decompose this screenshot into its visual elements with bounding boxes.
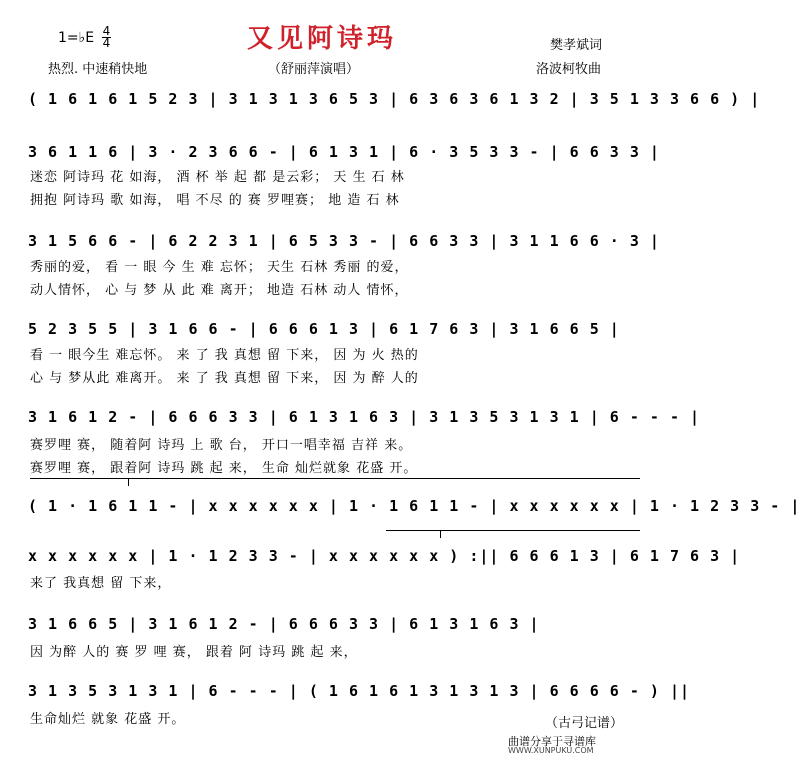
song-title: 又见阿诗玛 [247,24,398,54]
time-top: 4 [102,24,111,38]
notation-row-3: 3 1 5 6 6 - | 6 2 2 3 1 | 6 5 3 3 - | 6 6 3 3 | 3 1 1 6 6 · 3 | [28,232,660,250]
volta-mark-2 [440,530,441,538]
lyric-row-5b: 赛罗哩 赛， 跟着阿 诗玛 跳 起 来， 生命 灿烂就象 花盛 开。 [30,461,418,476]
lyric-row-3a: 秀丽的爱， 看 一 眼 今 生 难 忘怀； 天生 石林 秀丽 的爱， [30,260,409,275]
lyricist: 樊孝斌词 [550,38,603,53]
lyric-row-5a: 赛罗哩 赛， 随着阿 诗玛 上 歌 台， 开口一唱幸福 吉祥 来。 [30,438,413,453]
lyric-row-8: 因 为醉 人的 赛 罗 哩 赛， 跟着 阿 诗玛 跳 起 来， [30,645,358,660]
notation-row-6: ( 1 · 1 6 1 1 - | x x x x x x | 1 · 1 6 1 1 - | x x x x x x | 1 · 1 2 3 3 - | [28,497,800,515]
notation-row-1: ( 1 6 1 6 1 5 2 3 | 3 1 3 1 3 6 5 3 | 6 3 6 3 6 1 3 2 | 3 5 1 3 3 6 6 ) | [28,90,761,108]
time-signature [102,26,111,49]
notation-row-7: x x x x x x | 1 · 1 2 3 3 - | x x x x x x ) :|| 6 6 6 1 3 | 6 1 7 6 3 | [28,547,741,565]
tempo-marking: 热烈. 中速稍快地 [48,62,148,77]
lyric-row-2a: 迷恋 阿诗玛 花 如海， 酒 杯 举 起 都 是云彩； 天 生 石 林 [30,170,405,185]
lyric-row-4a: 看 一 眼今生 难忘怀。 来 了 我 真想 留 下来， 因 为 火 热的 [30,348,419,363]
lyric-row-2b: 拥抱 阿诗玛 歌 如海， 唱 不尽 的 赛 罗哩赛； 地 造 石 林 [30,193,400,208]
lyric-row-9: 生命灿烂 就象 花盛 开。 [30,712,186,727]
notation-row-8: 3 1 6 6 5 | 3 1 6 1 2 - | 6 6 6 3 3 | 6 1 3 1 6 3 | [28,615,540,633]
volta-line-2 [386,530,640,531]
volta-line-1 [30,478,640,479]
notation-row-9: 3 1 3 5 3 1 3 1 | 6 - - - | ( 1 6 1 6 1 3 1 3 1 3 | 6 6 6 6 - ) || [28,682,691,700]
singer: （舒丽萍演唱） [268,62,360,77]
footer-site-name: 曲谱分享于寻谱库 [508,735,596,748]
notation-row-4: 5 2 3 5 5 | 3 1 6 6 - | 6 6 6 1 3 | 6 1 7 6 3 | 3 1 6 6 5 | [28,320,620,338]
volta-mark-1 [128,478,129,486]
lyric-row-3b: 动人情怀， 心 与 梦 从 此 难 离开； 地造 石林 动人 情怀， [30,283,409,298]
transcriber-credit: （古弓记谱） [544,716,623,731]
footer-site-url: WWW.XUNPUKU.COM [508,746,594,755]
notation-row-5: 3 1 6 1 2 - | 6 6 6 3 3 | 6 1 3 1 6 3 | 3 1 3 5 3 1 3 1 | 6 - - - | [28,408,701,426]
composer: 洛波柯牧曲 [536,62,602,77]
time-bottom: 4 [102,36,111,50]
key-signature: 1=♭E [58,30,95,46]
notation-row-2: 3 6 1 1 6 | 3 · 2 3 6 6 - | 6 1 3 1 | 6 · 3 5 3 3 - | 6 6 3 3 | [28,143,660,161]
lyric-row-4b: 心 与 梦从此 难离开。 来 了 我 真想 留 下来， 因 为 醉 人的 [30,371,419,386]
lyric-row-7: 来了 我真想 留 下来， [30,576,172,591]
